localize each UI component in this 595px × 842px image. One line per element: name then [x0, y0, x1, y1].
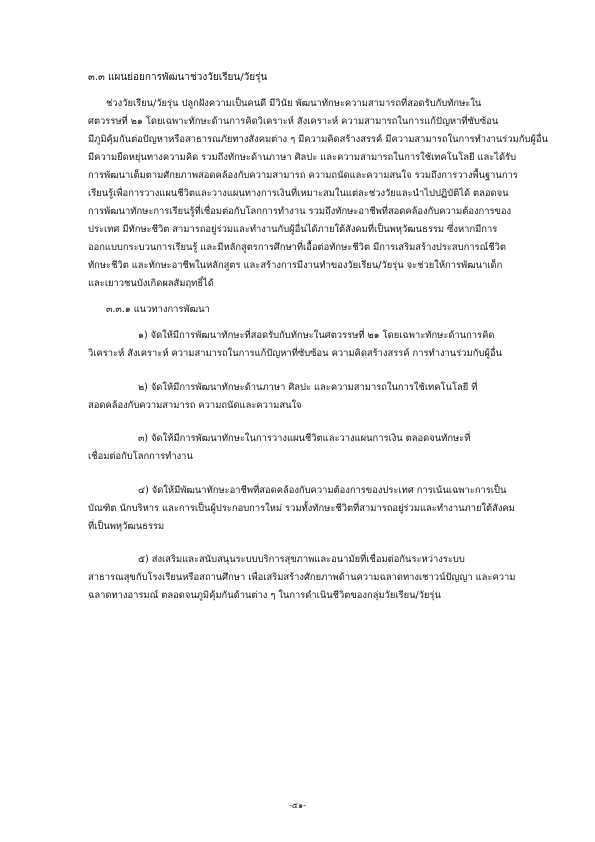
page-number: -๕๑- — [289, 801, 306, 810]
list-item-line: ๒) จัดให้มีการพัฒนาทักษะด้านภาษา ศิลปะ และความสามารถในการใช้เทคโนโลยี ที่ — [138, 382, 478, 393]
list-item-line: เชื่อมต่อกับโลกการทำงาน — [88, 451, 193, 462]
list-item-line: บัณฑิต นักบริหาร และการเป็นผู้ประกอบการใหม่ รวมทั้งทักษะชีวิตที่สามารถอยู่ร่วมและทำงานภายใต้สังคม — [88, 503, 515, 514]
intro-line: เรียนรู้เพื่อการวางแผนชีวิตและวางแผนทางการเงินที่เหมาะสมในแต่ละช่วงวัยและนำไปปฏิบัติได้ ตลอดจน — [88, 188, 509, 199]
list-item-line: ฉลาดทางอารมณ์ ตลอดจนภูมิคุ้มกันด้านต่าง ๆ ในการดำเนินชีวิตของกลุ่มวัยเรียน/วัยรุ่น — [88, 590, 441, 601]
intro-line: การพัฒนาเต็มตามศักยภาพสอดคล้องกับความสามารถ ความถนัดและความสนใจ รวมถึงการวางพื้นฐานการ — [88, 170, 518, 181]
list-item-line: สอดคล้องกับความสามารถ ความถนัดและความสนใจ — [88, 400, 302, 411]
intro-line: ช่วงวัยเรียน/วัยรุ่น ปลูกฝังความเป็นคนดี มีวินัย พัฒนาทักษะความสามารถที่สอดรับกับทักษะใน — [106, 98, 482, 109]
intro-line: ประเทศ มีทักษะชีวิต สามารถอยู่ร่วมและทำงานกับผู้อื่นได้ภายใต้สังคมที่เป็นพหุวัฒนธรรม ซึ่งหากมีการ — [88, 224, 498, 235]
list-item-line: สาธารณสุขกับโรงเรียนหรือสถานศึกษา เพื่อเสริมสร้างศักยภาพด้านความฉลาดทางเชาวน์ปัญญา และความ — [88, 572, 516, 583]
intro-line: มีความยืดหยุ่นทางความคิด รวมถึงทักษะด้านภาษา ศิลปะ และความสามารถในการใช้เทคโนโลยี และได้รับ — [88, 152, 517, 163]
intro-line: มีภูมิคุ้มกันต่อปัญหาหรือสาธารณภัยทางสังคมต่าง ๆ มีความคิดสร้างสรรค์ มีความสามารถในการทำงานร่วมกับผู้อื่น — [88, 134, 548, 145]
intro-line: ออกแบบกระบวนการเรียนรู้ และมีหลักสูตรการศึกษาที่เอื้อต่อทักษะชีวิต มีการเสริมสร้างประสบการณ์ชีวิต — [88, 242, 506, 253]
list-item-line: ๓) จัดให้มีการพัฒนาทักษะในการวางแผนชีวิตและวางแผนการเงิน ตลอดจนทักษะที่ — [138, 433, 471, 444]
intro-line: ศตวรรษที่ ๒๑ โดยเฉพาะทักษะด้านการคิดวิเคราะห์ สังเคราะห์ ความสามารถในการแก้ปัญหาที่ซับซ้อน — [88, 116, 499, 127]
list-item-line: ๕) ส่งเสริมและสนับสนุนระบบบริการสุขภาพและอนามัยที่เชื่อมต่อกันระหว่างระบบ — [138, 554, 465, 565]
list-item-line: ที่เป็นพหุวัฒนธรรม — [88, 521, 165, 532]
intro-line: และเยาวชนบังเกิดผลสัมฤทธิ์ได้ — [88, 278, 214, 289]
subsection-title: ๓.๓.๑ แนวทางการพัฒนา — [106, 304, 210, 315]
section-title: ๓.๓ แผนย่อยการพัฒนาช่วงวัยเรียน/วัยรุ่น — [88, 72, 268, 83]
intro-line: การพัฒนาทักษะการเรียนรู้ที่เชื่อมต่อกับโลกการทำงาน รวมถึงทักษะอาชีพที่สอดคล้องกับความต้องการของ — [88, 206, 512, 217]
list-item-line: ๑) จัดให้มีการพัฒนาทักษะที่สอดรับกับทักษะในศตวรรษที่ ๒๑ โดยเฉพาะทักษะด้านการคิด — [138, 330, 495, 341]
list-item-line: วิเคราะห์ สังเคราะห์ ความสามารถในการแก้ปัญหาที่ซับซ้อน ความคิดสร้างสรรค์ การทำงานร่วมกับผู้อื่น — [88, 348, 502, 359]
list-item-line: ๔) จัดให้มีพัฒนาทักษะอาชีพที่สอดคล้องกับความต้องการของประเทศ การเน้นเฉพาะการเป็น — [138, 485, 507, 496]
intro-line: ทักษะชีวิต และทักษะอาชีพในหลักสูตร และสร้างการมีงานทำของวัยเรียน/วัยรุ่น จะช่วยให้การพัฒนาเด็ก — [88, 260, 503, 271]
